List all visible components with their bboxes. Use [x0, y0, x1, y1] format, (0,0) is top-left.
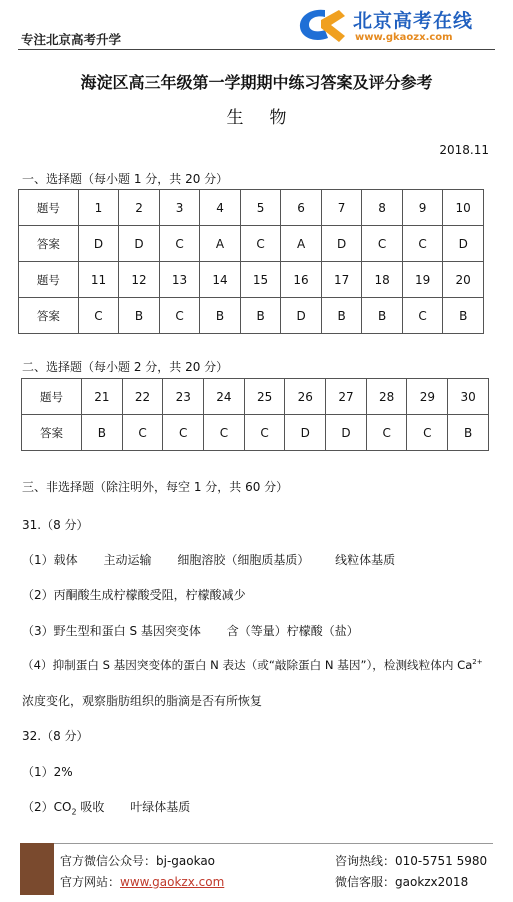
footer-website — [60, 873, 224, 890]
table-cell: 16 — [281, 262, 322, 298]
table-cell: C — [159, 226, 200, 262]
table-cell: 17 — [321, 262, 362, 298]
website-label: 官方网站： — [60, 875, 121, 889]
table-cell: D — [321, 226, 362, 262]
table-row — [19, 226, 484, 262]
table-cell: 28 — [366, 379, 407, 415]
table-cell: C — [78, 298, 119, 334]
row-header-cell: 答案 — [19, 226, 79, 262]
table-cell: 10 — [443, 190, 484, 226]
answer-part: 细胞溶胶（细胞质基质） — [177, 553, 310, 567]
header-tagline: 专注北京高考升学 — [21, 32, 122, 47]
table-cell: 5 — [240, 190, 281, 226]
row-header-cell: 题号 — [19, 190, 79, 226]
q31-answer-3 — [22, 622, 359, 639]
table-cell: C — [402, 226, 443, 262]
q32-answer-1: （1）2% — [22, 765, 73, 779]
table-cell: 1 — [78, 190, 119, 226]
answer-part: 线粒体基质 — [335, 553, 396, 567]
answer-text: 吸收 — [76, 800, 105, 814]
answer-text: （2）CO — [22, 800, 72, 814]
q31-label: 31.（8 分） — [22, 518, 89, 532]
header-divider — [18, 49, 495, 50]
table-cell: A — [200, 226, 241, 262]
table-cell: 26 — [285, 379, 326, 415]
table-cell: 15 — [240, 262, 281, 298]
table-cell: 7 — [321, 190, 362, 226]
table-cell: D — [281, 298, 322, 334]
table-cell: 8 — [362, 190, 403, 226]
subscript: 2 — [71, 807, 77, 817]
row-header-cell: 答案 — [22, 415, 82, 451]
table-cell: D — [326, 415, 367, 451]
table-cell: 29 — [407, 379, 448, 415]
answer-part: 含（等量）柠檬酸（盐） — [226, 624, 359, 638]
document-title: 海淀区高三年级第一学期期中练习答案及评分参考 — [80, 73, 433, 92]
section1-heading: 一、选择题（每小题 1 分，共 20 分） — [22, 172, 229, 186]
document-date: 2018.11 — [439, 143, 489, 157]
table-cell: 20 — [443, 262, 484, 298]
table-cell: C — [244, 415, 285, 451]
table-cell: C — [366, 415, 407, 451]
section2-answer-table — [21, 378, 489, 451]
footer-hotline: 咨询热线：010-5751 5980 — [335, 854, 488, 868]
logo-text: 北京高考在线 — [353, 10, 474, 32]
table-cell: 25 — [244, 379, 285, 415]
table-cell: 2 — [119, 190, 160, 226]
table-row — [19, 190, 484, 226]
section1-answer-table — [18, 189, 484, 334]
table-cell: 27 — [326, 379, 367, 415]
table-cell: D — [78, 226, 119, 262]
table-cell: B — [362, 298, 403, 334]
table-cell: 18 — [362, 262, 403, 298]
q31-answer-4 — [22, 657, 483, 673]
footer-wechat: 官方微信公众号：bj-gaokao — [60, 854, 216, 868]
table-cell: B — [200, 298, 241, 334]
table-cell: B — [443, 298, 484, 334]
table-cell: D — [119, 226, 160, 262]
table-cell: C — [402, 298, 443, 334]
table-cell: D — [285, 415, 326, 451]
section2-heading: 二、选择题（每小题 2 分，共 20 分） — [22, 360, 229, 374]
subject-title: 生物 — [226, 108, 313, 128]
answer-part: 叶绿体基质 — [130, 800, 191, 814]
table-cell: C — [159, 298, 200, 334]
table-cell: 6 — [281, 190, 322, 226]
row-header-cell: 答案 — [19, 298, 79, 334]
q31-answer-1 — [22, 551, 395, 568]
footer-service: 微信客服：gaokzx2018 — [335, 875, 469, 889]
table-row — [19, 298, 484, 334]
table-cell: C — [362, 226, 403, 262]
table-cell: B — [240, 298, 281, 334]
table-cell: 30 — [448, 379, 489, 415]
footer — [20, 843, 493, 895]
table-row — [22, 415, 489, 451]
table-cell: 4 — [200, 190, 241, 226]
logo-url: www.gkaozx.com — [355, 32, 453, 43]
table-row — [22, 379, 489, 415]
table-cell: C — [163, 415, 204, 451]
superscript: 2+ — [472, 658, 483, 667]
table-cell: 12 — [119, 262, 160, 298]
q31-answer-2: （2）丙酮酸生成柠檬酸受阻，柠檬酸减少 — [22, 588, 246, 602]
table-cell: 9 — [402, 190, 443, 226]
website-link[interactable]: www.gaokzx.com — [120, 875, 225, 889]
table-cell: A — [281, 226, 322, 262]
answer-part: （3）野生型和蛋白 S 基因突变体 — [22, 624, 201, 638]
table-row — [19, 262, 484, 298]
q31-answer-4-continued: 浓度变化，观察脂肪组织的脂滴是否有所恢复 — [22, 694, 263, 708]
footer-accent-bar — [20, 843, 54, 895]
table-cell: B — [321, 298, 362, 334]
table-cell: 3 — [159, 190, 200, 226]
table-cell: 19 — [402, 262, 443, 298]
footer-divider — [54, 843, 493, 844]
q32-answer-2 — [22, 798, 190, 816]
table-cell: C — [204, 415, 245, 451]
answer-part: （1）载体 — [22, 553, 78, 567]
table-cell: B — [448, 415, 489, 451]
section3-heading: 三、非选择题（除注明外，每空 1 分，共 60 分） — [22, 480, 289, 494]
table-cell: 23 — [163, 379, 204, 415]
table-cell: 13 — [159, 262, 200, 298]
table-cell: 14 — [200, 262, 241, 298]
brand-logo — [295, 6, 495, 46]
table-cell: C — [240, 226, 281, 262]
row-header-cell: 题号 — [19, 262, 79, 298]
table-cell: 21 — [81, 379, 122, 415]
table-cell: C — [122, 415, 163, 451]
answer-text: （4）抑制蛋白 S 基因突变体的蛋白 N 表达（或“敲除蛋白 N 基因”），检测线粒体内 Ca — [22, 658, 473, 672]
table-cell: 24 — [204, 379, 245, 415]
q32-label: 32.（8 分） — [22, 729, 89, 743]
table-cell: B — [81, 415, 122, 451]
table-cell: B — [119, 298, 160, 334]
answer-part: 主动运输 — [103, 553, 152, 567]
table-cell: D — [443, 226, 484, 262]
table-cell: 11 — [78, 262, 119, 298]
table-cell: 22 — [122, 379, 163, 415]
table-cell: C — [407, 415, 448, 451]
logo-mark-icon — [295, 6, 347, 44]
row-header-cell: 题号 — [22, 379, 82, 415]
